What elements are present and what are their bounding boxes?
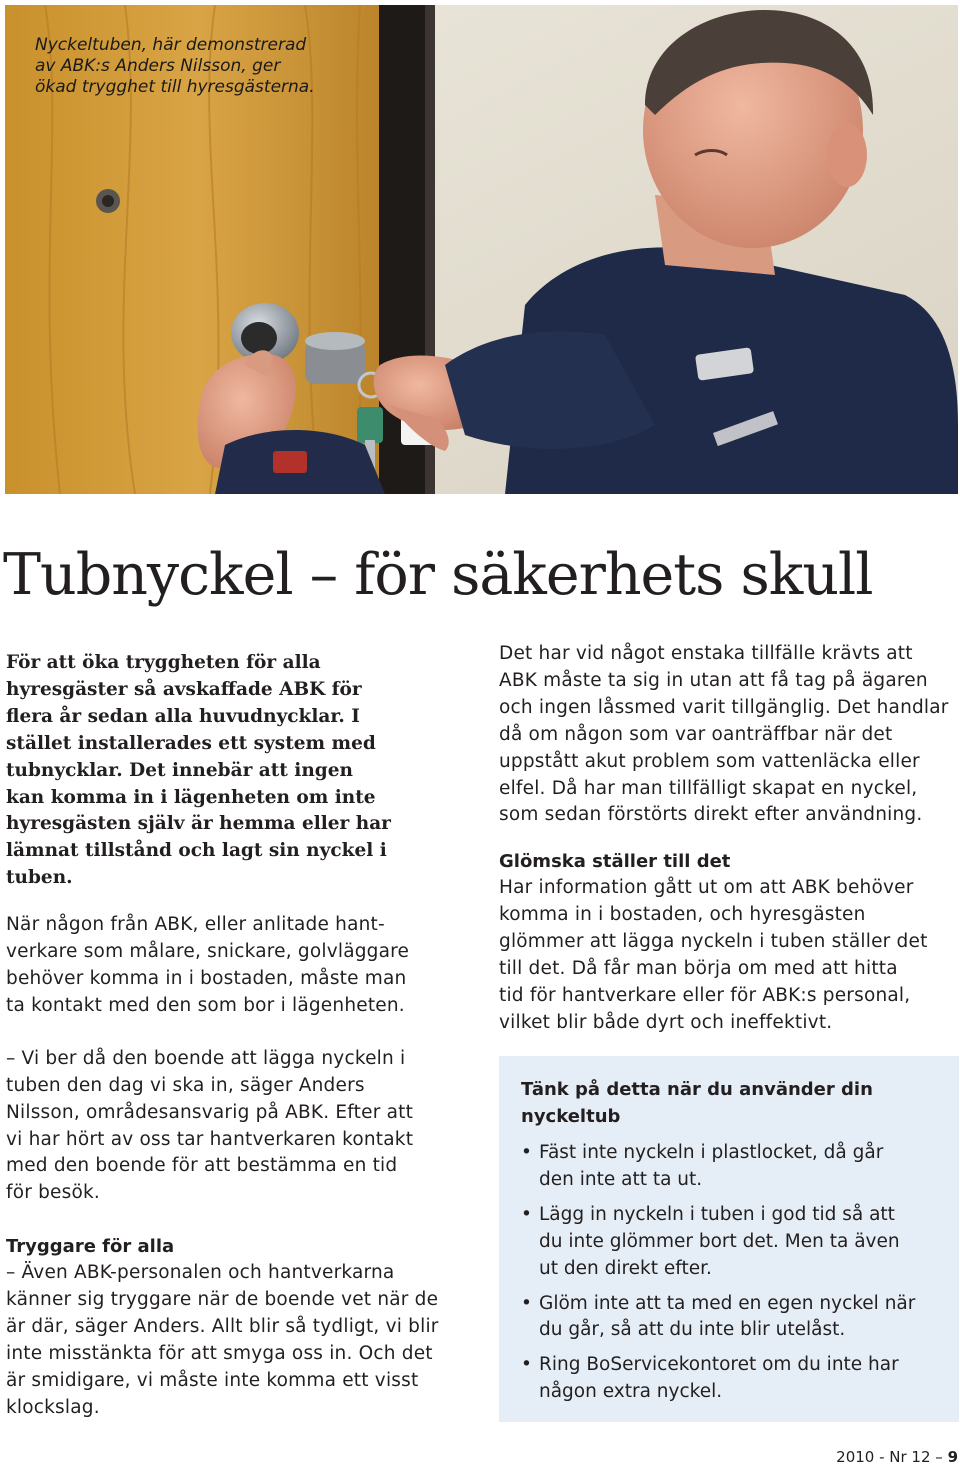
title-line: Tänk på detta när du använder din [521,1079,873,1100]
title-line: nyckeltub [521,1106,621,1127]
caption-line: Nyckeltuben, här demonstrerad [35,35,307,55]
text-line: du inte glömmer bort det. Men ta även [539,1230,900,1252]
text-line: och ingen låssmed varit tillgänglig. Det handlar [499,696,949,718]
text-line: till det. Då får man börja om med att hitta [499,958,898,980]
folio-issue: 2010 - Nr 12 – [836,1448,948,1466]
text-line: vi har hört av oss tar hantverkaren kontakt [6,1128,414,1150]
text-line: tuben den dag vi ska in, säger Anders [6,1074,365,1096]
tips-list-item [521,1140,939,1194]
text-line: du går, så att du inte blir utelåst. [539,1319,846,1341]
text-line: Det har vid något enstaka tillfälle krävts att [499,643,913,664]
text-line: inte misstänkta för att smyga oss in. Och det [6,1342,433,1364]
text-line: är smidigare, vi måste inte komma ett visst [6,1369,419,1391]
ingress-line: hyresgäster så avskaffade ABK för [6,678,362,700]
page-folio [836,1447,958,1467]
text-line: för besök. [6,1182,100,1204]
body-paragraph [6,1260,476,1421]
photo-caption [35,35,325,98]
text-line: verkare som målare, snickare, golvläggare [6,941,410,963]
text-line: klockslag. [6,1396,100,1418]
text-line: • Glöm inte att ta med en egen nyckel när [539,1292,916,1314]
ingress-line: stället installerades ett system med [6,732,376,754]
text-line: glömmer att lägga nyckeln i tuben ställer det [499,931,928,953]
ingress-line: lämnat tillstånd och lagt sin nyckel i [6,840,387,862]
text-line: elfel. Då har man tillfälligt skapat en nyckel, [499,777,918,799]
text-line: Nilsson, områdesansvarig på ABK. Efter att [6,1101,414,1123]
text-line: • Fäst inte nyckeln i plastlocket, då går [539,1142,884,1163]
tips-list [521,1140,939,1406]
caption-line: av ABK:s Anders Nilsson, ger [35,56,281,76]
tips-list-item [521,1352,939,1406]
ingress-line: tuben. [6,867,73,889]
ingress-line: hyresgästen själv är hemma eller har [6,813,391,835]
subheading: Tryggare för alla [6,1236,175,1258]
text-line: – Vi ber då den boende att lägga nyckeln i [6,1047,406,1069]
article-headline: Tubnyckel – för säkerhets skull [3,542,873,608]
ingress-line: För att öka tryggheten för alla [6,652,321,673]
article-photo [5,5,958,494]
text-line: ta kontakt med den som bor i lägenheten. [6,994,405,1016]
text-line: • Ring BoServicekontoret om du inte har [539,1354,899,1376]
text-line: Har information gått ut om att ABK behöver [499,877,914,899]
text-line: tid för hantverkare eller för ABK:s personal, [499,984,911,1006]
text-line: som sedan förstörts direkt efter användning. [499,804,923,826]
subheading: Glömska ställer till det [499,851,731,873]
ingress-line: flera år sedan alla huvudnycklar. I [6,705,360,727]
text-line: känner sig tryggare när de boende vet när de [6,1289,439,1311]
left-column [6,650,476,1448]
text-line: någon extra nyckel. [539,1381,723,1403]
tips-list-item [521,1291,939,1345]
text-line: ut den direkt efter. [539,1257,712,1279]
tips-box [499,1056,959,1422]
body-paragraph [6,912,476,1020]
text-line: behöver komma in i bostaden, måste man [6,967,407,989]
body-paragraph [6,1046,476,1207]
text-line: då om någon som var oanträffbar när det [499,723,893,745]
text-line: När någon från ABK, eller anlitade hant- [6,914,385,936]
text-line: • Lägg in nyckeln i tuben i god tid så att [539,1203,895,1225]
text-line: vilket blir både dyrt och ineffektivt. [499,1011,833,1033]
text-line: den inte att ta ut. [539,1168,703,1190]
article-ingress [6,650,476,892]
text-line: – Även ABK-personalen och hantverkarna [6,1262,395,1284]
body-paragraph [499,875,959,1036]
caption-line: ökad trygghet till hyresgästerna. [35,77,315,97]
tips-list-item [521,1202,939,1283]
right-column [499,641,959,1055]
ingress-line: kan komma in i lägenheten om inte [6,786,376,808]
ingress-line: tubnycklar. Det innebär att ingen [6,759,353,781]
text-line: med den boende för att bestämma en tid [6,1155,398,1177]
body-paragraph [499,641,959,829]
text-line: ABK måste ta sig in utan att få tag på ägaren [499,669,928,691]
text-line: är där, säger Anders. Allt blir så tydligt, vi blir [6,1316,439,1338]
text-line: komma in i bostaden, och hyresgästen [499,904,866,926]
page-number: 9 [947,1448,958,1466]
tips-box-title [521,1076,939,1130]
text-line: uppstått akut problem som vattenläcka eller [499,750,920,772]
